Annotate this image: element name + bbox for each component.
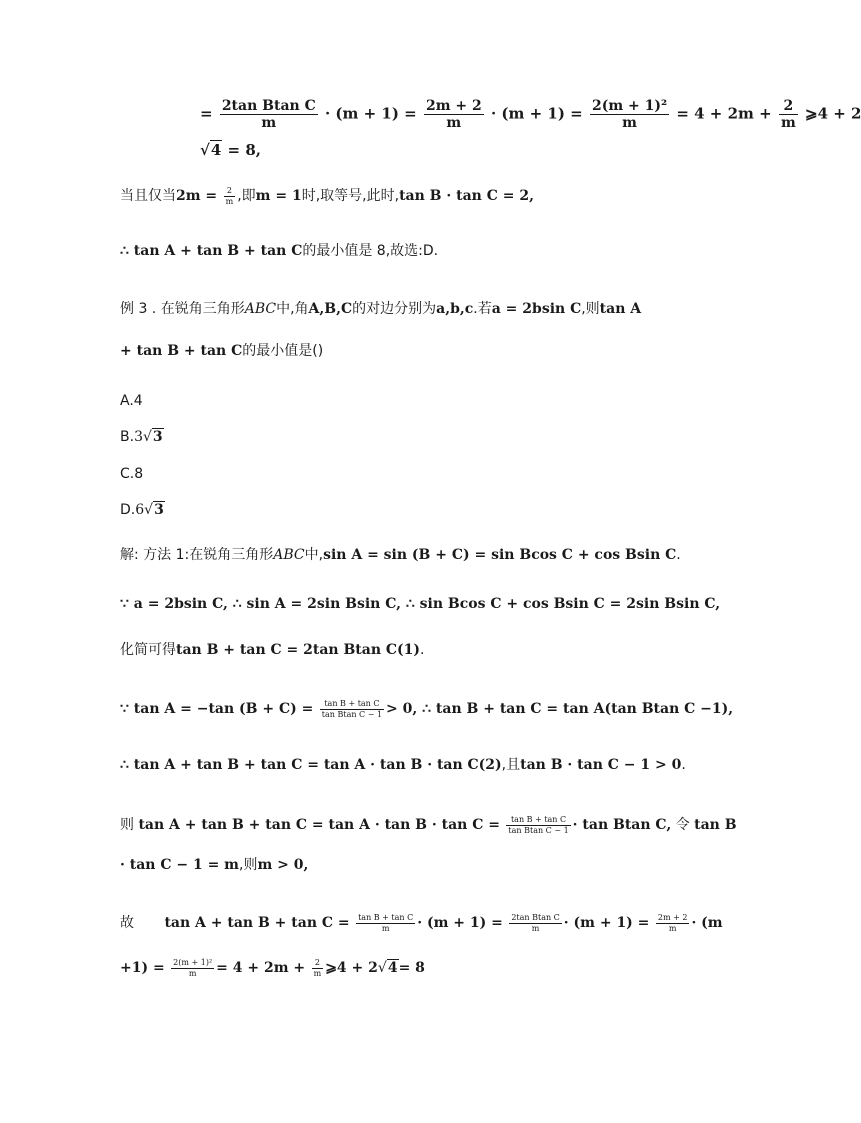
math: ∴ tan A + tan B + tan C <box>120 243 303 259</box>
text: ,则 <box>239 857 258 873</box>
conclusion-line <box>120 241 438 261</box>
math: · (m + 1) = <box>417 915 503 931</box>
text: . <box>420 642 425 658</box>
text: 则 <box>120 817 134 833</box>
math: tan A <box>599 301 642 317</box>
fraction <box>312 958 324 977</box>
radicand: 4 <box>387 960 398 976</box>
option-b <box>120 427 164 447</box>
fraction <box>509 913 561 932</box>
fraction <box>424 98 484 131</box>
math: ABC <box>244 301 277 317</box>
solution-line-5 <box>120 755 686 775</box>
text: 中,角 <box>276 301 309 317</box>
math: · tan C − 1 = m <box>120 857 239 873</box>
text: 的对边分别为 <box>352 301 437 317</box>
option-a: A.4 <box>120 393 143 409</box>
fraction <box>320 699 384 718</box>
solution-line-4 <box>120 699 733 719</box>
text: 的最小值是 8,故选:D. <box>302 243 439 259</box>
text: .若 <box>473 301 492 317</box>
numerator: 2m + 2 <box>425 98 482 114</box>
math: m > 0, <box>257 857 309 873</box>
math: +1) = <box>120 960 165 976</box>
solution-line-7 <box>120 855 308 875</box>
numerator: 2(m + 1)² <box>173 958 213 968</box>
sqrt-symbol: √4 <box>377 960 398 976</box>
math: a = 2bsin C <box>491 301 582 317</box>
text: 令 <box>675 817 690 833</box>
fraction <box>590 98 669 131</box>
math: tan A + tan B + tan C = <box>164 915 350 931</box>
numerator: 2tan Btan C <box>511 913 560 923</box>
text: 故 <box>120 915 134 931</box>
radicand: 4 <box>210 141 222 159</box>
equation-row-2 <box>200 140 261 160</box>
denominator: m <box>622 115 637 132</box>
denominator: m <box>381 923 390 933</box>
denominator: m <box>188 968 197 978</box>
denominator: m <box>225 196 234 206</box>
math: m = 1 <box>255 188 302 204</box>
eq-text: · (m + 1) = <box>490 104 583 123</box>
equation-row-1 <box>200 98 861 131</box>
option-d <box>120 500 165 520</box>
radicand: 3 <box>152 429 163 445</box>
denominator: m <box>780 115 796 132</box>
math: tan B <box>694 817 737 833</box>
example-3-line-2 <box>120 341 323 361</box>
solution-line-8 <box>120 913 723 933</box>
sqrt-symbol: √4 <box>200 141 222 159</box>
numerator: 2 <box>779 98 798 115</box>
sqrt-symbol: √3 <box>144 502 164 518</box>
coef: 3 <box>134 429 143 445</box>
math: ∴ tan A + tan B + tan C = tan A · tan B · tan C(2) <box>120 757 502 773</box>
denominator: m <box>313 968 322 978</box>
numerator: 2 <box>224 186 236 196</box>
fraction <box>224 186 236 205</box>
math: A,B,C <box>308 301 353 317</box>
text: 解: 方法 1:在锐角三角形 <box>120 547 274 563</box>
example-3-line-1 <box>120 299 641 319</box>
denominator: tan Btan C − 1 <box>508 825 569 835</box>
solution-line-6 <box>120 815 737 835</box>
numerator: 2tan Btan C <box>221 98 316 114</box>
text: ,即 <box>237 188 256 204</box>
numerator: 2m + 2 <box>657 913 688 923</box>
solution-line-3 <box>120 640 424 660</box>
math: = 4 + 2m + <box>216 960 306 976</box>
math: + tan B + tan C <box>120 343 243 359</box>
fraction <box>171 958 214 977</box>
numerator: 2(m + 1)² <box>591 98 668 114</box>
fraction <box>506 815 570 834</box>
option-c: C.8 <box>120 466 144 482</box>
fraction <box>356 913 415 932</box>
math: ABC <box>273 547 305 563</box>
eq-text: = 4 + 2m + <box>676 104 772 123</box>
text: . <box>676 547 681 563</box>
text: 当且仅当 <box>120 188 176 204</box>
numerator: tan B + tan C <box>320 699 384 709</box>
text: 时,取等号,此时, <box>301 188 400 204</box>
fraction <box>779 98 798 131</box>
fraction <box>220 98 318 131</box>
denominator: tan Btan C − 1 <box>321 709 383 719</box>
option-label: B. <box>120 429 135 445</box>
math: 2m = <box>176 188 218 204</box>
eq-text: · (m + 1) = <box>324 104 417 123</box>
math: a,b,c <box>436 301 474 317</box>
numerator: tan B + tan C <box>358 913 414 923</box>
math: tan B + tan C = 2tan Btan C(1) <box>176 642 421 658</box>
math: = 8 <box>398 960 425 976</box>
math: · (m <box>691 915 723 931</box>
math: > 0, ∴ tan B + tan C = tan A(tan Btan C −1), <box>386 701 734 717</box>
solution-line-1 <box>120 545 681 565</box>
denominator: m <box>668 923 677 933</box>
math: ∵ a = 2bsin C, ∴ sin A = 2sin Bsin C, ∴ sin Bcos C + cos Bsin C = 2sin Bsin C, <box>120 596 721 612</box>
math: sin A = sin (B + C) = sin Bcos C + cos Bsin C <box>323 547 677 563</box>
math: tan B · tan C = 2, <box>399 188 534 204</box>
text: ,且 <box>501 757 521 773</box>
denominator: m <box>446 115 462 132</box>
eq-text: = 8, <box>227 141 261 159</box>
math: · (m + 1) = <box>563 915 650 931</box>
equality-condition-line <box>120 186 534 206</box>
text: 化简可得 <box>120 642 176 658</box>
solution-line-2 <box>120 594 720 614</box>
text: 例 3 . 在锐角三角形 <box>120 301 245 317</box>
option-label: D. <box>120 502 136 518</box>
math: ∵ tan A = −tan (B + C) = <box>120 701 314 717</box>
text: 中, <box>304 547 324 563</box>
solution-line-9 <box>120 958 425 978</box>
text: 的最小值是() <box>242 343 324 359</box>
denominator: m <box>531 923 540 933</box>
math: tan B · tan C − 1 > 0 <box>520 757 682 773</box>
text: . <box>681 757 686 773</box>
sqrt-symbol: √3 <box>142 429 163 445</box>
numerator: 2 <box>312 958 324 968</box>
eq-text: ⩾4 + 2 <box>805 104 861 123</box>
denominator: m <box>261 115 277 132</box>
text: ,则 <box>581 301 600 317</box>
fraction <box>656 913 690 932</box>
math: · tan Btan C, <box>572 817 672 833</box>
math: tan A + tan B + tan C = tan A · tan B · tan C = <box>138 817 500 833</box>
numerator: tan B + tan C <box>506 815 570 825</box>
eq-text: = <box>200 104 213 123</box>
math: ⩾4 + 2 <box>325 960 378 976</box>
coef: 6 <box>135 502 145 518</box>
radicand: 3 <box>154 502 164 518</box>
